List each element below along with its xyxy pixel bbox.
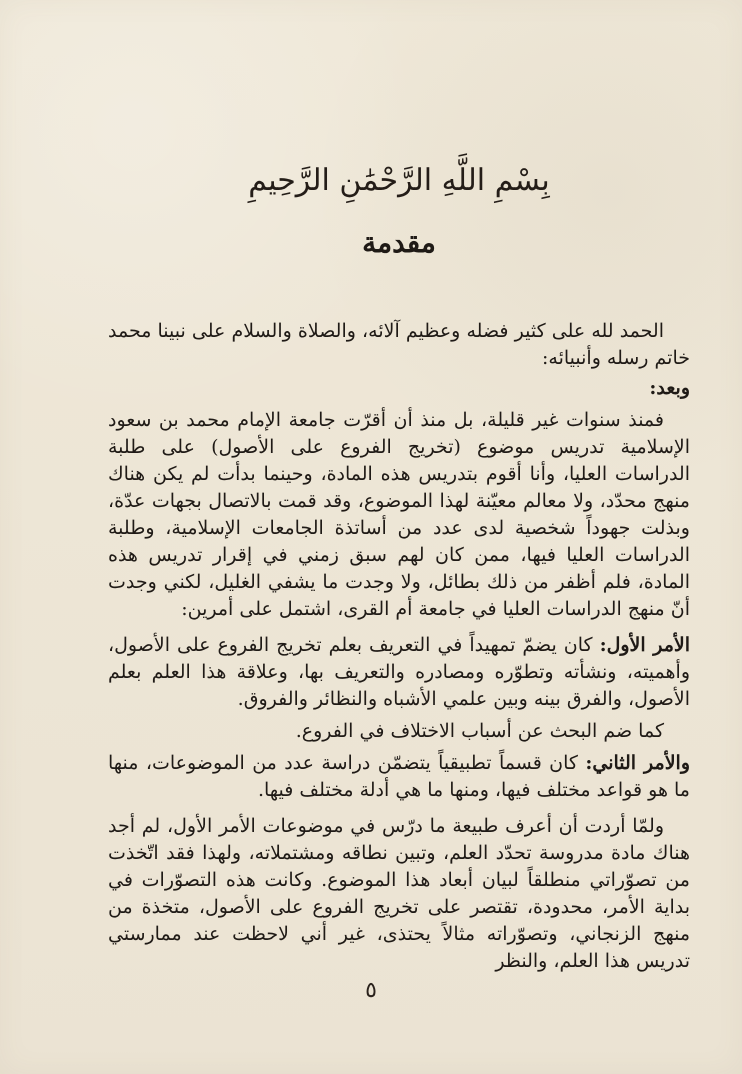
paragraph-1: الحمد لله على كثير فضله وعظيم آلائه، والصلاة والسلام على نبينا محمد خاتم رسله وأنبيائه: [108, 320, 690, 369]
page-title: مقدمة [362, 226, 436, 259]
page-content [108, 0, 690, 1074]
paragraph-7: ولمّا أردت أن أعرف طبيعة ما درّس في موضوعات الأمر الأول، لم أجد هناك مادة مدروسة تحدّد العلم، وتبين نطاقه ومشتملاته، ولهذا فقد اتّخذت من تصوّراتي منطلقاً لبيان أبعاد هذا الموضوع. وكانت هذه التصوّرات في بداية الأمر، محدودة، تقتصر على تخريج الفروع على الأصول، متخذة من منهج الزنجاني، وتصوّراته مثالاً يحتذى، غير أني لاحظت عند ممارستي تدريس هذا العلم، والنظر [108, 815, 690, 972]
paragraph-4-lead: الأمر الأول: [599, 634, 691, 656]
paragraph-3: فمنذ سنوات غير قليلة، بل منذ أن أقرّت جامعة الإمام محمد بن سعود الإسلامية تدريس موضوع (تخريج الفروع على الأصول) على طلبة الدراسات العليا، وأنا أقوم بتدريس هذه المادة، وحينما بدأت لم يكن هناك منهج محدّد، ولا معالم معيّنة لهذا الموضوع، وقد قمت بالاتصال بجهات عدّة، وبذلت جهوداً شخصية لدى عدد من أساتذة الجامعات الإسلامية، وطلبة الدراسات العليا فيها، ممن كان لهم سبق زمني في إقرار تدريس هذه المادة، فلم أظفر من ذلك بطائل، ولا وجدت ما يشفي الغليل، لكني وجدت أنّ منهج الدراسات العليا في جامعة أم القرى، اشتمل على أمرين: [108, 409, 690, 620]
paragraph-6-text: كان قسماً تطبيقياً يتضمّن دراسة عدد من الموضوعات، منها ما هو قواعد مختلف فيها، ومنها ما هي أدلة مختلف فيها. [108, 752, 690, 801]
basmala: بِسْمِ اللَّهِ الرَّحْمَٰنِ الرَّحِيمِ [248, 163, 550, 198]
paragraph-5: كما ضم البحث عن أسباب الاختلاف في الفروع. [295, 720, 664, 742]
paragraph-4-text: كان يضمّ تمهيداً في التعريف بعلم تخريج الفروع على الأصول، وأهميته، ونشأته وتطوّره ومصادره والتعريف بها، وعلاقة هذا العلم بعلم الأصول، والفرق بينه وبين علمي الأشباه والنظائر والفروق. [108, 634, 690, 710]
paragraph-4 [108, 632, 690, 713]
paragraph-6 [108, 750, 690, 804]
body-text [108, 318, 690, 975]
paragraph-6-lead: والأمر الثاني: [585, 752, 691, 774]
page-number: ٥ [365, 978, 377, 1003]
paragraph-2: وبعد: [649, 377, 690, 399]
